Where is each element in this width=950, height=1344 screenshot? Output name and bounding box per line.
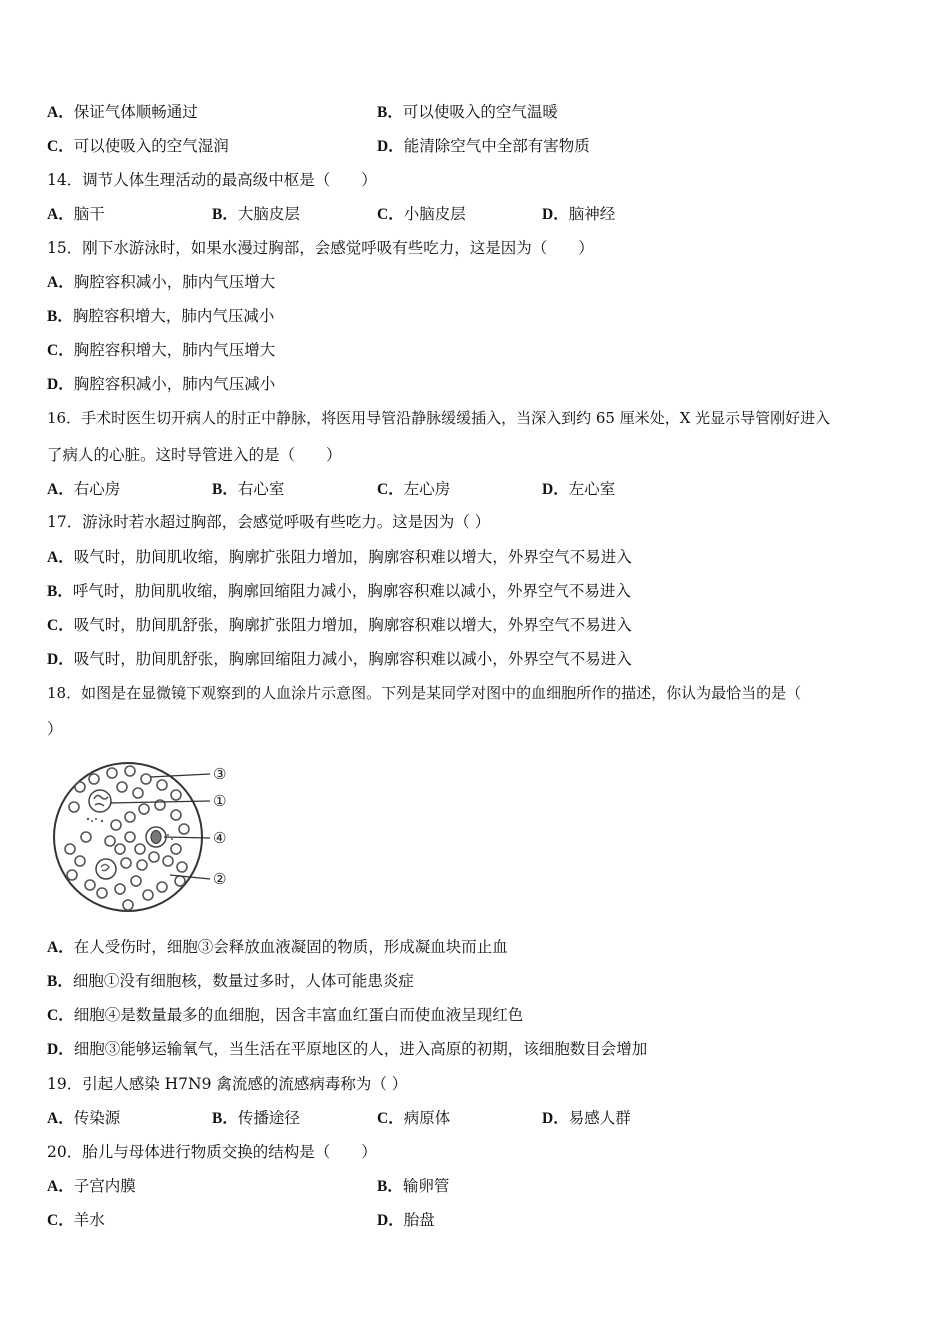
option-label: B． <box>212 1110 238 1127</box>
option-label: A． <box>47 206 74 223</box>
q14-stem: 14．调节人体生理活动的最高级中枢是（ ） <box>47 171 377 189</box>
option-text: 胸腔容积增大，肺内气压减小 <box>72 307 275 325</box>
option-text: 病原体 <box>403 1109 451 1127</box>
option-label: B． <box>377 104 403 121</box>
option-label: C． <box>47 1212 74 1229</box>
option-label: B． <box>377 1178 403 1195</box>
figure-label-3: ③ <box>213 765 227 783</box>
q15-stem: 15．刚下水游泳时，如果水漫过胸部，会感觉呼吸有些吃力，这是因为（ ） <box>47 239 594 257</box>
figure-label-4: ④ <box>213 829 227 847</box>
option-label: C． <box>47 617 74 634</box>
q16-stem-line1: 16．手术时医生切开病人的肘正中静脉，将医用导管沿静脉缓缓插入，当深入到约 65 厘米处，X 光显示导管刚好进入 <box>47 409 831 427</box>
q15-option-b <box>47 306 274 327</box>
q18-stem-line1: 18．如图是在显微镜下观察到的人血涂片示意图。下列是某同学对图中的血细胞所作的描述，你认为最恰当的是（ <box>47 684 802 702</box>
q18-option-d <box>47 1039 647 1060</box>
option-text: 传播途径 <box>237 1109 300 1127</box>
q13-option-b <box>377 102 558 123</box>
white-blood-cell-2 <box>96 859 116 879</box>
option-label: C． <box>47 1007 74 1024</box>
option-text: 左心室 <box>568 480 616 498</box>
option-text: 右心房 <box>73 480 121 498</box>
option-text: 吸气时，肋间肌收缩，胸廓扩张阻力增加，胸廓容积难以增大，外界空气不易进入 <box>73 548 632 566</box>
option-text: 可以使吸入的空气湿润 <box>73 137 229 155</box>
q13-option-d <box>377 136 590 157</box>
q20-stem: 20．胎儿与母体进行物质交换的结构是（ ） <box>47 1143 377 1161</box>
option-text: 传染源 <box>73 1109 121 1127</box>
option-text: 脑干 <box>73 205 105 223</box>
option-label: B． <box>47 973 73 990</box>
q20-option-c <box>47 1210 105 1231</box>
option-label: A． <box>47 1178 74 1195</box>
option-label: B． <box>47 308 73 325</box>
q18-option-c <box>47 1005 523 1026</box>
option-label: A． <box>47 481 74 498</box>
option-text: 吸气时，肋间肌舒张，胸廓回缩阻力减小，胸廓容积难以减小，外界空气不易进入 <box>73 650 632 668</box>
q18-stem-line2: ） <box>47 720 63 738</box>
option-text: 细胞③能够运输氧气，当生活在平原地区的人，进入高原的初期，该细胞数目会增加 <box>73 1040 648 1058</box>
option-text: 脑神经 <box>568 205 616 223</box>
q20-option-b <box>377 1176 449 1197</box>
option-label: B． <box>212 206 238 223</box>
option-text: 在人受伤时，细胞③会释放血液凝固的物质，形成凝血块而止血 <box>73 938 508 956</box>
q20-option-d <box>377 1210 435 1231</box>
option-label: C． <box>377 481 404 498</box>
q15-option-a <box>47 272 275 293</box>
option-label: A． <box>47 549 74 566</box>
q16-option-a <box>47 479 120 500</box>
option-text: 吸气时，肋间肌舒张，胸廓扩张阻力增加，胸廓容积难以增大，外界空气不易进入 <box>73 616 632 634</box>
blood-smear-figure <box>50 757 240 917</box>
option-label: C． <box>377 1110 404 1127</box>
option-label: A． <box>47 274 74 291</box>
option-label: C． <box>377 206 404 223</box>
option-text: 可以使吸入的空气温暖 <box>402 103 558 121</box>
option-label: D． <box>542 481 569 498</box>
option-label: A． <box>47 939 74 956</box>
option-text: 能清除空气中全部有害物质 <box>403 137 590 155</box>
q14-option-c <box>377 204 466 225</box>
option-text: 胸腔容积减小，肺内气压增大 <box>73 273 276 291</box>
option-label: D． <box>377 138 404 155</box>
q19-option-a <box>47 1108 120 1129</box>
q15-option-c <box>47 340 275 361</box>
option-text: 细胞①没有细胞核，数量过多时，人体可能患炎症 <box>72 972 414 990</box>
q17-option-c <box>47 615 632 636</box>
option-label: D． <box>377 1212 404 1229</box>
q19-option-c <box>377 1108 450 1129</box>
option-text: 胸腔容积增大，肺内气压增大 <box>73 341 276 359</box>
option-text: 易感人群 <box>568 1109 631 1127</box>
q14-option-a <box>47 204 105 225</box>
q16-option-d <box>542 479 615 500</box>
option-text: 羊水 <box>73 1211 105 1229</box>
q17-option-d <box>47 649 632 670</box>
option-label: B． <box>212 481 238 498</box>
q16-option-c <box>377 479 450 500</box>
q19-option-b <box>212 1108 300 1129</box>
option-label: D． <box>542 206 569 223</box>
option-label: A． <box>47 104 74 121</box>
figure-label-1: ① <box>213 792 227 810</box>
option-text: 小脑皮层 <box>403 205 466 223</box>
q19-stem: 19．引起人感染 H7N9 禽流感的流感病毒称为（ ） <box>47 1075 408 1093</box>
q15-option-d <box>47 374 275 395</box>
option-text: 胎盘 <box>403 1211 435 1229</box>
figure-label-2: ② <box>213 870 227 888</box>
option-label: D． <box>47 376 74 393</box>
option-label: A． <box>47 1110 74 1127</box>
q19-option-d <box>542 1108 631 1129</box>
option-label: B． <box>47 583 73 600</box>
q13-option-a <box>47 102 198 123</box>
q16-option-b <box>212 479 284 500</box>
q17-stem: 17．游泳时若水超过胸部，会感觉呼吸有些吃力。这是因为（ ） <box>47 513 491 531</box>
option-text: 输卵管 <box>402 1177 450 1195</box>
q20-option-a <box>47 1176 136 1197</box>
option-text: 大脑皮层 <box>237 205 300 223</box>
option-text: 子宫内膜 <box>73 1177 136 1195</box>
option-text: 右心室 <box>237 480 285 498</box>
q14-option-b <box>212 204 300 225</box>
q14-option-d <box>542 204 615 225</box>
option-text: 左心房 <box>403 480 451 498</box>
option-text: 胸腔容积减小，肺内气压减小 <box>73 375 276 393</box>
option-label: D． <box>47 651 74 668</box>
q17-option-b <box>47 581 631 602</box>
q18-option-a <box>47 937 508 958</box>
q18-option-b <box>47 971 414 992</box>
white-blood-cell-1 <box>89 790 111 812</box>
q13-option-c <box>47 136 229 157</box>
option-text: 细胞④是数量最多的血细胞，因含丰富血红蛋白而使血液呈现红色 <box>73 1006 524 1024</box>
option-text: 呼气时，肋间肌收缩，胸廓回缩阻力减小，胸廓容积难以减小，外界空气不易进入 <box>72 582 631 600</box>
option-label: C． <box>47 138 74 155</box>
q17-option-a <box>47 547 632 568</box>
white-blood-cell-4 <box>146 827 166 847</box>
option-label: D． <box>47 1041 74 1058</box>
q16-stem-line2: 了病人的心脏。这时导管进入的是（ ） <box>47 446 342 464</box>
option-label: C． <box>47 342 74 359</box>
option-text: 保证气体顺畅通过 <box>73 103 198 121</box>
option-label: D． <box>542 1110 569 1127</box>
